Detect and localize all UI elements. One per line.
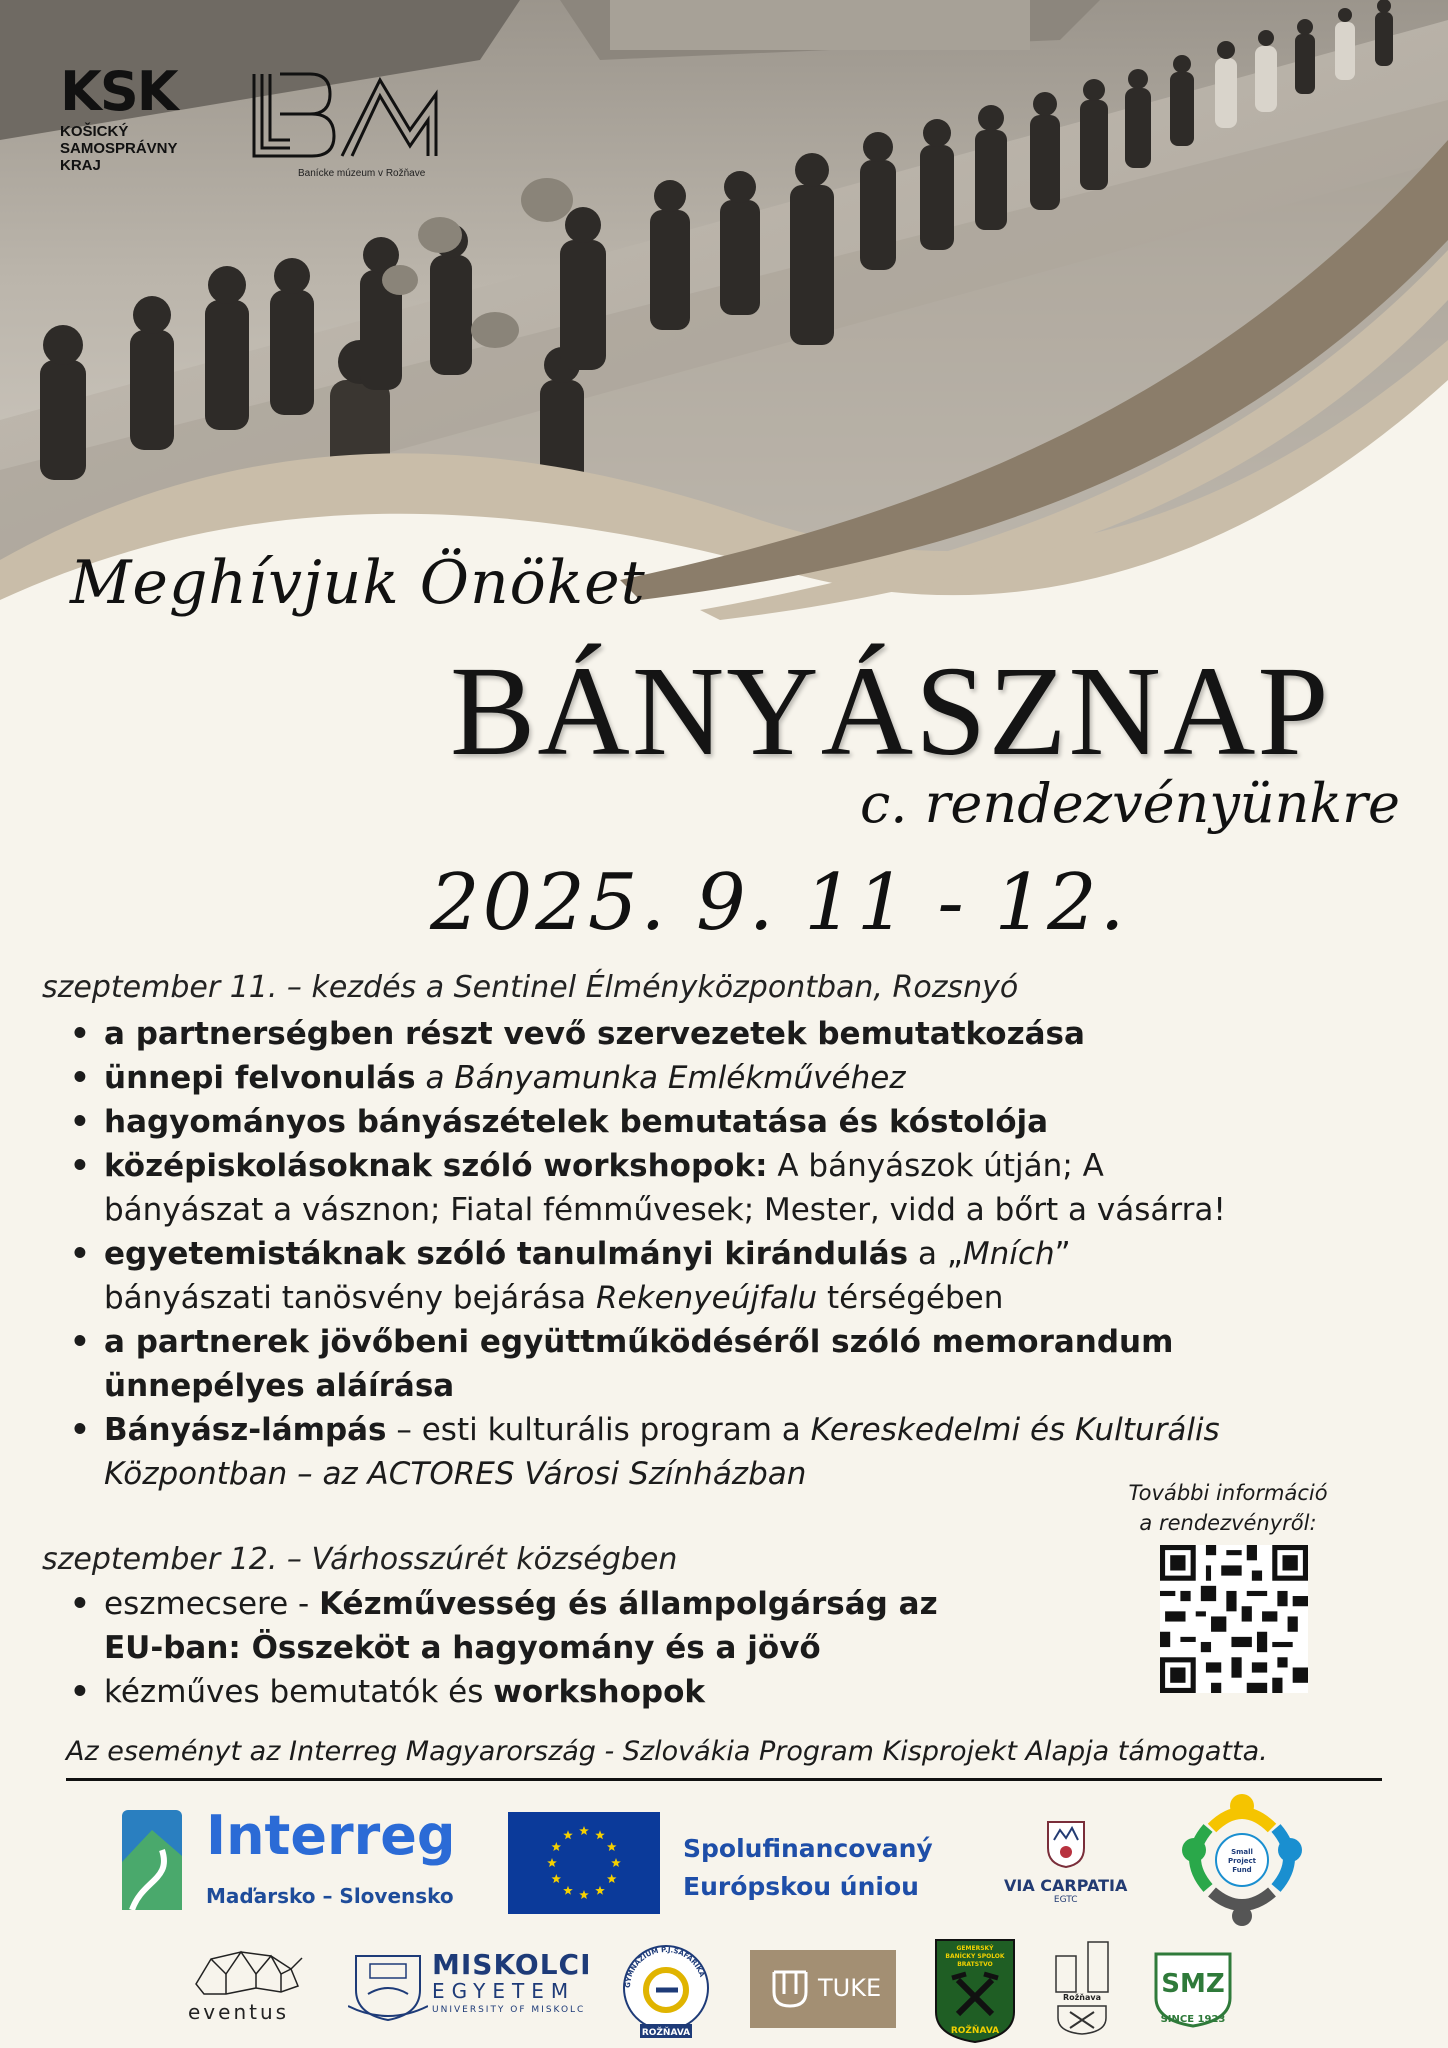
item-text: ” bányászati tanösvény bejárása xyxy=(104,1236,1071,1316)
list-item xyxy=(70,1012,1330,1056)
info-line-2: a rendezvényről: xyxy=(1139,1511,1317,1535)
list-item xyxy=(70,1100,1330,1144)
item-bold: egyetemistáknak szóló tanulmányi kirándulás xyxy=(104,1236,909,1272)
spolok-line-2: BANÍCKY SPOLOK xyxy=(945,1953,1005,1960)
eventus-rhino-icon xyxy=(186,1944,306,2004)
svg-text:Fund: Fund xyxy=(1232,1866,1252,1874)
ksk-line-2: SAMOSPRÁVNY xyxy=(60,140,178,157)
miskolc-line-3: UNIVERSITY OF MISKOLC xyxy=(432,2005,586,2015)
invite-text: Meghívjuk Önöket xyxy=(70,548,646,618)
ksk-line-1: KOŠICKÝ xyxy=(60,123,129,140)
item-bold: a partnerségben részt vevő szervezetek bemutatkozása xyxy=(104,1016,1085,1052)
tuke-mark-icon xyxy=(772,1970,808,2008)
item-bold: a partnerek jövőbeni együttműködéséről szóló memorandum ünnepélyes aláírása xyxy=(104,1324,1174,1404)
day2-heading: szeptember 12. – Várhosszúrét községben xyxy=(42,1542,678,1577)
interreg-mark-icon xyxy=(122,1810,196,1910)
interreg-word: Interreg xyxy=(206,1804,456,1867)
item-bold: workshopok xyxy=(493,1674,705,1710)
via-sub: EGTC xyxy=(1053,1895,1078,1905)
miskolc-line-2: EGYETEM xyxy=(432,1979,576,2003)
event-date: 2025. 9. 11 - 12. xyxy=(430,858,1128,948)
support-statement: Az eseményt az Interreg Magyarország - Szlovákia Program Kisprojekt Alapja támogatta. xyxy=(66,1736,1268,1767)
svg-text:Small: Small xyxy=(1231,1848,1253,1856)
gym-bottom-label: ROŽŇAVA xyxy=(641,2028,691,2038)
list-item xyxy=(70,1144,1234,1232)
item-italic: Kereskedelmi és Kulturális Központban – az ACTORES Városi Színházban xyxy=(104,1412,1220,1492)
roznava-coat-of-arms-icon xyxy=(1050,1936,1114,2036)
day1-program-list xyxy=(70,1012,1330,1496)
list-item xyxy=(70,1582,950,1670)
list-item xyxy=(70,1320,1384,1408)
smz-since-label: SINCE 1923 xyxy=(1160,2014,1226,2025)
list-item xyxy=(70,1232,1234,1320)
eu-cofinanced xyxy=(683,1830,933,1906)
event-title: BÁNYÁSZNAP xyxy=(450,640,1331,782)
ksk-logo xyxy=(60,60,178,174)
svg-text:Project: Project xyxy=(1227,1857,1257,1865)
ksk-mark: KSK xyxy=(60,60,177,123)
item-text: kézműves bemutatók és xyxy=(104,1674,494,1710)
qr-code-icon[interactable] xyxy=(1160,1545,1308,1693)
smz-logo-icon xyxy=(1150,1950,1236,2030)
list-item xyxy=(70,1670,950,1714)
eu-flag-icon xyxy=(508,1812,660,1914)
gymnazium-logo-icon xyxy=(616,1936,716,2040)
tuke-label: TUKE xyxy=(818,1974,882,2002)
item-text: eszmecsere - xyxy=(104,1586,320,1622)
item-text: a „ xyxy=(908,1236,963,1272)
miskolc-university-logo xyxy=(432,1948,592,2015)
ksk-line-3: KRAJ xyxy=(60,157,101,174)
item-bold: középiskolásoknak szóló workshopok: xyxy=(104,1148,768,1184)
day2-program-list xyxy=(70,1582,950,1714)
info-line-1: További információ xyxy=(1128,1481,1328,1505)
eventus-label: eventus xyxy=(188,2000,290,2024)
via-carpatia-logo xyxy=(1004,1820,1127,1905)
banicke-muzeum-logo xyxy=(250,70,440,179)
gym-top-label: GYMNÁZIUM P.J.ŠAFÁRIKA xyxy=(623,1945,707,1989)
interreg-country: Maďarsko – Slovensko xyxy=(206,1884,454,1908)
bm-logo-icon xyxy=(250,70,440,160)
eu-line-1: Spolufinancovaný xyxy=(683,1834,933,1863)
event-subtitle: c. rendezvényünkre xyxy=(860,772,1400,835)
list-item xyxy=(70,1056,1330,1100)
day1-heading: szeptember 11. – kezdés a Sentinel Élményközpontban, Rozsnyó xyxy=(42,970,1019,1005)
banicky-spolok-logo-icon xyxy=(934,1938,1016,2044)
tuke-logo xyxy=(750,1950,896,2028)
header-photo xyxy=(0,0,1448,620)
via-carpatia-shield-icon xyxy=(1046,1820,1086,1868)
item-italic: Mních xyxy=(962,1236,1055,1272)
bm-caption: Banícke múzeum v Rožňave xyxy=(298,168,426,179)
interreg-logo xyxy=(122,1804,456,1914)
spolok-line-3: BRATSTVO xyxy=(957,1961,993,1968)
roznava-label: Rožňava xyxy=(1062,1993,1102,2002)
via-title: VIA CARPATIA xyxy=(1004,1876,1128,1895)
small-project-fund-icon xyxy=(1172,1788,1312,1928)
item-bold: Bányász-lámpás xyxy=(104,1412,387,1448)
item-text: – esti kulturális program a xyxy=(386,1412,811,1448)
item-bold: Kézművesség és állampolgárság az EU-ban: Összeköt a hagyomány és a jövő xyxy=(104,1586,938,1666)
item-bold: hagyományos bányászételek bemutatása és kóstolója xyxy=(104,1104,1049,1140)
spolok-line-1: GEMERSKÝ xyxy=(956,1945,994,1952)
item-text: A bányászok útján; A bányászat a vásznon; Fiatal fémművesek; Mester, vidd a bőrt a vásárra! xyxy=(104,1148,1226,1228)
item-text: térségében xyxy=(817,1280,1004,1316)
item-bold: ünnepi felvonulás xyxy=(104,1060,416,1096)
item-italic: Rekenyeújfalu xyxy=(596,1280,818,1316)
smz-label: SMZ xyxy=(1161,1969,1225,1999)
more-info xyxy=(1108,1478,1348,1538)
spolok-bottom-label: ROŽŇAVA xyxy=(950,2026,1000,2036)
eu-line-2: Európskou úniou xyxy=(683,1872,919,1901)
miskolc-crest-icon xyxy=(348,1950,428,2022)
miskolc-line-1: MISKOLCI xyxy=(432,1948,592,1981)
item-italic: a Bányamunka Emlékművéhez xyxy=(415,1060,906,1096)
divider xyxy=(66,1778,1382,1781)
marching-band-photo xyxy=(0,0,1448,620)
